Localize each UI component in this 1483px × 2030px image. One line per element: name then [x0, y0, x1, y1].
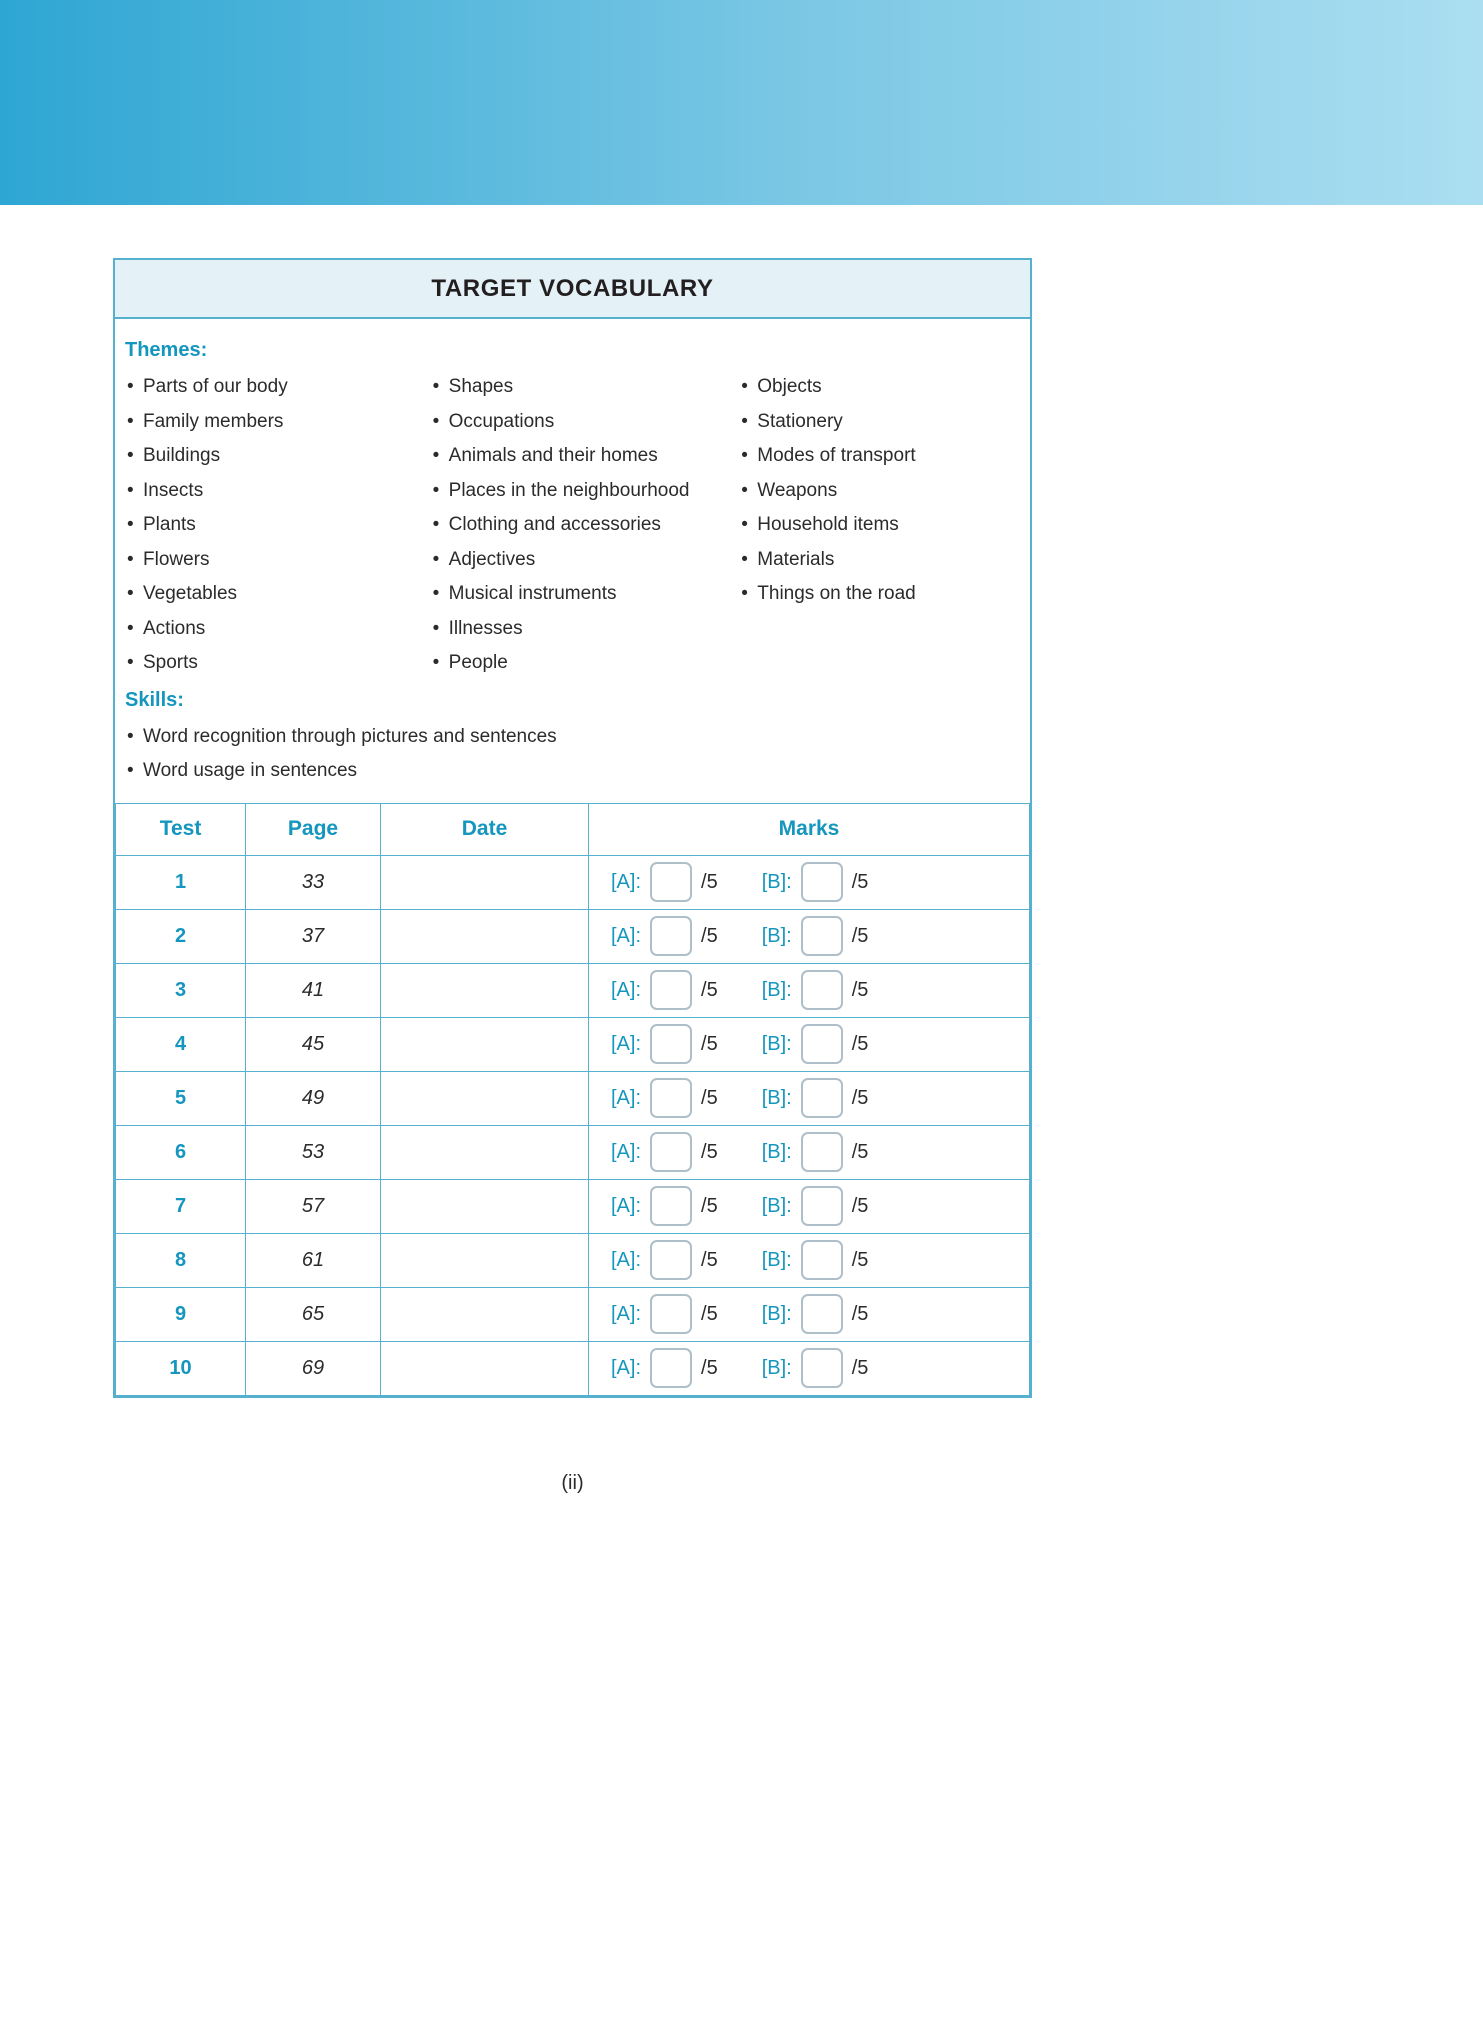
vocabulary-card: [113, 258, 1032, 1398]
page-number: 57: [246, 1179, 381, 1233]
marks-a-denominator: /5: [701, 1086, 718, 1109]
marks-a-label: [A]:: [611, 1248, 642, 1271]
marks-a-box: [650, 970, 692, 1010]
theme-item: • Objects: [739, 370, 1020, 405]
theme-item: • Things on the road: [739, 577, 1020, 612]
theme-item: • Modes of transport: [739, 439, 1020, 474]
page-number: 61: [246, 1233, 381, 1287]
table-row: [116, 1071, 1030, 1125]
marks-b-denominator: /5: [851, 924, 869, 947]
marks-b-label: [B]:: [761, 1032, 792, 1055]
page-number: 49: [246, 1071, 381, 1125]
date-cell: [381, 1071, 589, 1125]
marks-cell: [589, 1233, 1030, 1287]
marks-b-box: [801, 1078, 843, 1118]
date-cell: [381, 963, 589, 1017]
marks-a-denominator: /5: [701, 924, 718, 947]
marks-b-label: [B]:: [761, 978, 792, 1001]
theme-item: • Occupations: [431, 405, 740, 440]
test-number: 2: [116, 909, 246, 963]
skill-item: • Word usage in sentences: [125, 754, 1020, 789]
marks-a-group: [611, 1024, 718, 1064]
page-number: 53: [246, 1125, 381, 1179]
page-footer: (ii): [561, 1472, 584, 1494]
page-number: 45: [246, 1017, 381, 1071]
marks-b-denominator: /5: [851, 1140, 869, 1163]
marks-b-label: [B]:: [761, 1302, 792, 1325]
date-cell: [381, 1179, 589, 1233]
page-number: 33: [246, 855, 381, 909]
test-number: 10: [116, 1341, 246, 1395]
table-row: [116, 855, 1030, 909]
marks-a-label: [A]:: [611, 1032, 642, 1055]
table-row: [116, 1233, 1030, 1287]
marks-a-label: [A]:: [611, 924, 642, 947]
marks-b-box: [801, 1294, 843, 1334]
theme-item: • Family members: [125, 405, 431, 440]
table-row: [116, 1287, 1030, 1341]
marks-b-denominator: /5: [851, 1086, 869, 1109]
marks-b-group: [762, 1078, 869, 1118]
test-number: 3: [116, 963, 246, 1017]
marks-b-group: [762, 1294, 869, 1334]
marks-a-box: [650, 862, 692, 902]
marks-b-denominator: /5: [851, 978, 869, 1001]
theme-item: • Parts of our body: [125, 370, 431, 405]
marks-cell: [589, 909, 1030, 963]
test-number: 9: [116, 1287, 246, 1341]
theme-item: • Sports: [125, 646, 431, 681]
marks-a-label: [A]:: [611, 1302, 642, 1325]
page-number: 65: [246, 1287, 381, 1341]
theme-item: • Musical instruments: [431, 577, 740, 612]
themes-column-2: [431, 370, 740, 681]
marks-a-box: [650, 1186, 692, 1226]
marks-b-box: [801, 1024, 843, 1064]
marks-a-group: [611, 1186, 718, 1226]
marks-a-denominator: /5: [701, 1248, 718, 1271]
marks-cell: [589, 1287, 1030, 1341]
marks-b-denominator: /5: [851, 1302, 869, 1325]
skills-label: Skills:: [125, 688, 184, 711]
theme-item: • Materials: [739, 543, 1020, 578]
page-number: 41: [246, 963, 381, 1017]
header-date: Date: [381, 803, 589, 855]
table-header-row: [116, 803, 1030, 855]
date-cell: [381, 909, 589, 963]
marks-b-label: [B]:: [761, 870, 792, 893]
marks-b-group: [762, 1132, 869, 1172]
marks-b-label: [B]:: [761, 1356, 792, 1379]
marks-b-label: [B]:: [761, 1248, 792, 1271]
marks-a-denominator: /5: [701, 1140, 718, 1163]
marks-a-group: [611, 862, 718, 902]
table-row: [116, 909, 1030, 963]
marks-b-box: [801, 916, 843, 956]
marks-a-group: [611, 970, 718, 1010]
theme-item: • Plants: [125, 508, 431, 543]
tests-table: [115, 803, 1030, 1396]
theme-item: • Flowers: [125, 543, 431, 578]
top-banner: [0, 0, 1483, 205]
theme-item: • Actions: [125, 612, 431, 647]
marks-b-box: [801, 970, 843, 1010]
marks-a-group: [611, 1240, 718, 1280]
marks-a-denominator: /5: [701, 1356, 718, 1379]
marks-cell: [589, 1071, 1030, 1125]
theme-item: • Household items: [739, 508, 1020, 543]
marks-a-box: [650, 1348, 692, 1388]
theme-item: • Stationery: [739, 405, 1020, 440]
marks-b-denominator: /5: [851, 870, 869, 893]
marks-cell: [589, 855, 1030, 909]
theme-item: • Insects: [125, 474, 431, 509]
marks-b-group: [762, 1186, 869, 1226]
marks-b-group: [762, 1240, 869, 1280]
marks-b-box: [801, 1132, 843, 1172]
skill-item: • Word recognition through pictures and sentences: [125, 720, 1020, 755]
date-cell: [381, 1125, 589, 1179]
marks-b-box: [801, 1186, 843, 1226]
marks-b-label: [B]:: [761, 1194, 792, 1217]
marks-b-box: [801, 1240, 843, 1280]
theme-item: • Illnesses: [431, 612, 740, 647]
themes-columns: [125, 370, 1020, 681]
marks-b-group: [762, 1348, 869, 1388]
table-row: [116, 1017, 1030, 1071]
marks-a-label: [A]:: [611, 870, 642, 893]
header-test: Test: [116, 803, 246, 855]
marks-a-denominator: /5: [701, 1302, 718, 1325]
test-number: 6: [116, 1125, 246, 1179]
date-cell: [381, 1287, 589, 1341]
theme-item: • Animals and their homes: [431, 439, 740, 474]
header-marks: Marks: [589, 803, 1030, 855]
date-cell: [381, 1233, 589, 1287]
table-row: [116, 963, 1030, 1017]
test-number: 1: [116, 855, 246, 909]
marks-cell: [589, 1179, 1030, 1233]
marks-b-label: [B]:: [761, 1140, 792, 1163]
marks-a-denominator: /5: [701, 1194, 718, 1217]
marks-a-box: [650, 1240, 692, 1280]
marks-a-label: [A]:: [611, 978, 642, 1001]
marks-a-label: [A]:: [611, 1356, 642, 1379]
test-number: 7: [116, 1179, 246, 1233]
marks-b-box: [801, 1348, 843, 1388]
table-row: [116, 1125, 1030, 1179]
marks-b-denominator: /5: [851, 1194, 869, 1217]
date-cell: [381, 1017, 589, 1071]
marks-a-denominator: /5: [701, 870, 718, 893]
marks-a-box: [650, 1078, 692, 1118]
page-number: 37: [246, 909, 381, 963]
theme-item: • Clothing and accessories: [431, 508, 740, 543]
marks-a-label: [A]:: [611, 1086, 642, 1109]
marks-cell: [589, 1341, 1030, 1395]
marks-a-box: [650, 916, 692, 956]
card-title: TARGET VOCABULARY: [115, 260, 1030, 319]
marks-b-group: [762, 970, 869, 1010]
marks-b-denominator: /5: [851, 1356, 869, 1379]
marks-a-label: [A]:: [611, 1140, 642, 1163]
marks-cell: [589, 1125, 1030, 1179]
theme-item: • Adjectives: [431, 543, 740, 578]
marks-a-group: [611, 916, 718, 956]
theme-item: • Weapons: [739, 474, 1020, 509]
themes-column-1: [125, 370, 431, 681]
marks-cell: [589, 1017, 1030, 1071]
marks-b-box: [801, 862, 843, 902]
marks-b-denominator: /5: [851, 1248, 869, 1271]
header-page: Page: [246, 803, 381, 855]
marks-a-group: [611, 1348, 718, 1388]
marks-b-label: [B]:: [761, 924, 792, 947]
test-number: 5: [116, 1071, 246, 1125]
table-row: [116, 1341, 1030, 1395]
marks-a-denominator: /5: [701, 1032, 718, 1055]
marks-b-label: [B]:: [761, 1086, 792, 1109]
marks-cell: [589, 963, 1030, 1017]
theme-item: • Vegetables: [125, 577, 431, 612]
marks-a-group: [611, 1132, 718, 1172]
page-number: 69: [246, 1341, 381, 1395]
table-row: [116, 1179, 1030, 1233]
themes-label: Themes:: [125, 339, 208, 361]
date-cell: [381, 855, 589, 909]
themes-column-3: [739, 370, 1020, 681]
marks-a-label: [A]:: [611, 1194, 642, 1217]
theme-item: • Places in the neighbourhood: [431, 474, 740, 509]
marks-a-box: [650, 1024, 692, 1064]
marks-b-group: [762, 862, 869, 902]
marks-a-box: [650, 1294, 692, 1334]
skills-list: [125, 720, 1020, 789]
card-body: [115, 319, 1030, 803]
date-cell: [381, 1341, 589, 1395]
test-number: 4: [116, 1017, 246, 1071]
marks-b-group: [762, 916, 869, 956]
theme-item: • Buildings: [125, 439, 431, 474]
marks-b-denominator: /5: [851, 1032, 869, 1055]
marks-a-denominator: /5: [701, 978, 718, 1001]
marks-b-group: [762, 1024, 869, 1064]
marks-a-box: [650, 1132, 692, 1172]
marks-a-group: [611, 1078, 718, 1118]
marks-a-group: [611, 1294, 718, 1334]
test-number: 8: [116, 1233, 246, 1287]
theme-item: • Shapes: [431, 370, 740, 405]
theme-item: • People: [431, 646, 740, 681]
